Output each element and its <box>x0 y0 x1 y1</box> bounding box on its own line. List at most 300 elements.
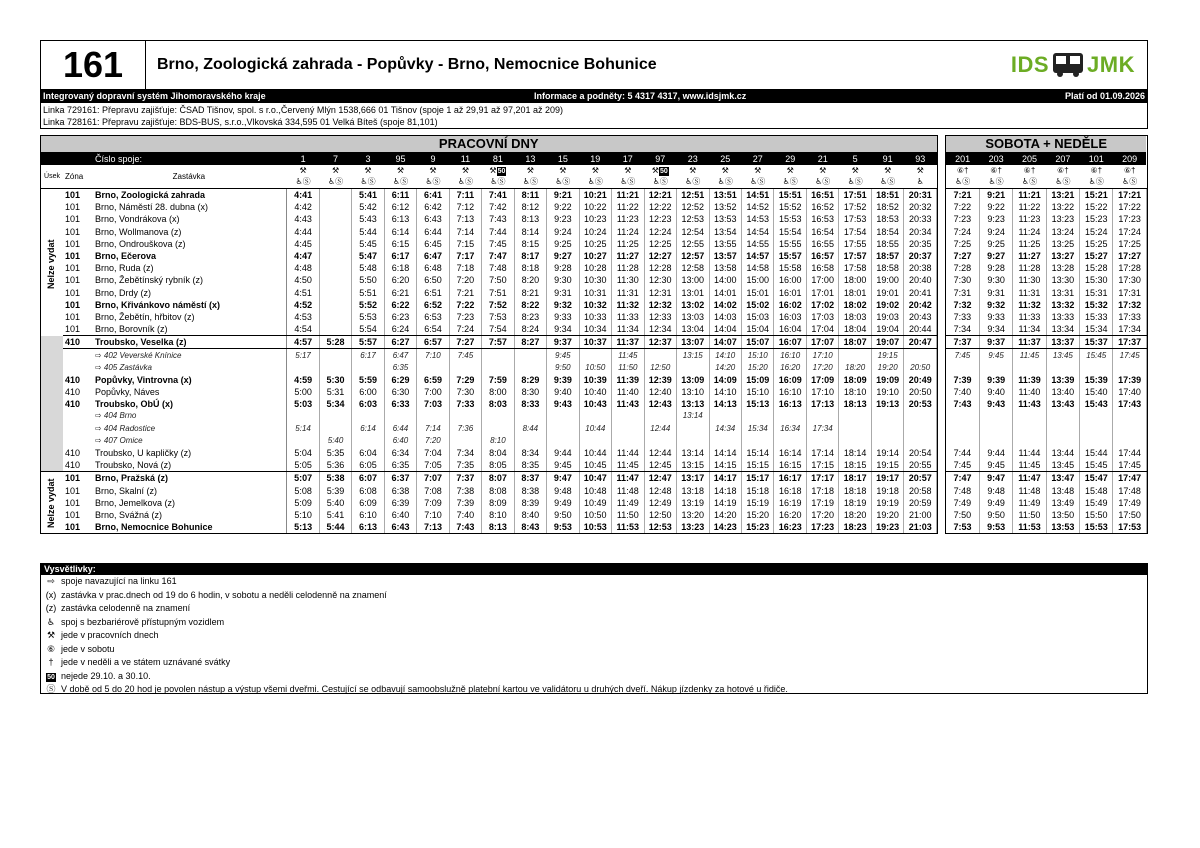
legend-title: Vysvětlivky: <box>41 564 1147 575</box>
accessibility-symbol: ♿Ⓢ <box>1046 176 1079 189</box>
departure-time: 7:23 <box>449 311 481 323</box>
legend-item <box>41 575 1147 589</box>
departure-time: 18:20 <box>839 509 871 521</box>
departure-time: 9:53 <box>979 521 1012 533</box>
departure-time <box>1046 410 1079 422</box>
departure-time: 11:23 <box>1013 213 1046 225</box>
departure-time <box>287 410 319 422</box>
departure-time: 5:53 <box>352 311 384 323</box>
departure-time: 18:03 <box>839 311 871 323</box>
departure-time <box>319 349 351 362</box>
departure-time: 6:11 <box>384 189 416 202</box>
departure-time: 5:04 <box>287 447 319 459</box>
stop-name: ⇨ 404 Brno <box>94 411 137 421</box>
weekend-block <box>945 135 1148 534</box>
departure-time <box>904 423 937 435</box>
departure-time <box>1113 423 1146 435</box>
departure-time: 14:23 <box>709 521 741 533</box>
accessibility-symbol: ♿Ⓢ <box>1113 176 1146 189</box>
departure-time: 7:25 <box>946 238 979 250</box>
trip-number: 5 <box>839 153 871 166</box>
zone: 101 <box>64 275 81 286</box>
departure-time: 12:27 <box>644 250 676 262</box>
accessibility-symbol: ♿Ⓢ <box>547 176 579 189</box>
departure-time: 15:50 <box>1080 509 1113 521</box>
departure-time: 10:47 <box>579 472 611 485</box>
departure-time: 20:53 <box>904 398 937 410</box>
departure-time: 9:28 <box>547 262 579 274</box>
departure-time: 9:43 <box>547 398 579 410</box>
departure-time: 17:31 <box>1113 287 1146 299</box>
departure-time: 18:52 <box>871 201 903 213</box>
departure-time: 13:14 <box>677 410 709 422</box>
legend-text: zastávka v prac.dnech od 19 do 6 hodin, v sobotu a neděli celodenně na znamení <box>61 589 387 600</box>
departure-time: 5:44 <box>319 521 351 533</box>
departure-time: 12:53 <box>677 213 709 225</box>
weekend-symbol: ⑥† <box>1123 166 1136 175</box>
connection-row <box>946 362 1146 374</box>
departure-time: 17:19 <box>806 497 838 509</box>
departure-time <box>482 362 514 374</box>
departure-time: 11:48 <box>1013 485 1046 497</box>
departure-time <box>979 410 1012 422</box>
departure-time: 17:34 <box>1113 323 1146 336</box>
trip-number: 81 <box>482 153 514 166</box>
departure-time: 10:50 <box>579 509 611 521</box>
departure-time: 8:00 <box>482 386 514 398</box>
departure-time: 4:50 <box>287 274 319 286</box>
departure-time: 9:34 <box>979 323 1012 336</box>
departure-time: 7:50 <box>482 274 514 286</box>
zone <box>63 410 91 422</box>
departure-time: 7:53 <box>946 521 979 533</box>
accessibility-symbol: ♿Ⓢ <box>514 176 546 189</box>
trip-number: 25 <box>709 153 741 166</box>
departure-time: 13:24 <box>1046 226 1079 238</box>
departure-time: 17:51 <box>839 189 871 202</box>
stop-row <box>946 485 1146 497</box>
weekday-symbol: ⚒ <box>559 166 567 175</box>
departure-time: 11:32 <box>1013 299 1046 311</box>
departure-time: 5:40 <box>319 435 351 447</box>
zone: 101 <box>64 497 81 508</box>
departure-time: 5:00 <box>287 386 319 398</box>
stop-row <box>946 472 1146 485</box>
legend-symbol: ⇨ <box>47 576 55 586</box>
stop-name: Brno, Křivánkovo náměstí (x) <box>94 299 220 310</box>
departure-time <box>612 435 644 447</box>
departure-time: 17:45 <box>1113 459 1146 472</box>
departure-time <box>579 410 611 422</box>
departure-time: 12:34 <box>644 323 676 336</box>
departure-time: 6:53 <box>417 311 449 323</box>
departure-time: 16:18 <box>774 485 806 497</box>
departure-time: 7:15 <box>449 238 481 250</box>
departure-time: 19:23 <box>871 521 903 533</box>
weekday-symbol: ⚒ <box>624 166 632 175</box>
departure-time: 6:47 <box>384 349 416 362</box>
departure-time: 7:08 <box>417 485 449 497</box>
departure-time <box>774 410 806 422</box>
zone: 101 <box>64 226 81 237</box>
departure-time: 13:32 <box>1046 299 1079 311</box>
departure-time: 11:37 <box>612 336 644 349</box>
departure-time: 12:49 <box>644 497 676 509</box>
departure-time <box>946 423 979 435</box>
departure-time <box>644 435 676 447</box>
departure-time: 10:23 <box>579 213 611 225</box>
departure-time: 11:39 <box>1013 374 1046 386</box>
departure-time: 7:24 <box>946 226 979 238</box>
departure-time: 8:09 <box>482 497 514 509</box>
departure-time: 8:18 <box>514 262 546 274</box>
zone: 101 <box>64 473 81 484</box>
departure-time <box>1013 362 1046 374</box>
departure-time <box>514 435 546 447</box>
departure-time: 17:34 <box>806 423 838 435</box>
departure-time: 10:44 <box>579 447 611 459</box>
departure-time: 15:27 <box>1080 250 1113 262</box>
zone: 410 <box>63 459 91 472</box>
connection-row <box>41 362 937 374</box>
departure-time: 14:15 <box>709 459 741 472</box>
departure-time: 15:53 <box>774 213 806 225</box>
departure-time: 15:55 <box>774 238 806 250</box>
departure-time <box>806 435 838 447</box>
weekend-symbol: ⑥† <box>1090 166 1103 175</box>
departure-time: 7:31 <box>946 287 979 299</box>
weekday-symbol: ⚒50 <box>489 166 506 175</box>
departure-time: 5:17 <box>287 349 319 362</box>
stop-row <box>41 485 937 497</box>
departure-time: 7:38 <box>449 485 481 497</box>
departure-time: 6:04 <box>352 447 384 459</box>
accessibility-symbol: ♿Ⓢ <box>384 176 416 189</box>
departure-time: 11:39 <box>612 374 644 386</box>
stop-row <box>41 189 937 202</box>
departure-time: 10:32 <box>579 299 611 311</box>
blank <box>41 153 91 166</box>
departure-time: 17:20 <box>806 362 838 374</box>
departure-time: 13:13 <box>677 398 709 410</box>
departure-time: 7:36 <box>449 423 481 435</box>
departure-time: 18:07 <box>839 336 871 349</box>
legend <box>40 563 1148 694</box>
trip-number: 1 <box>287 153 319 166</box>
departure-time: 17:15 <box>806 459 838 472</box>
trip-number-label: Číslo spoje: <box>91 153 287 166</box>
departure-time: 6:35 <box>384 362 416 374</box>
stop-name: Brno, Vondrákova (x) <box>94 214 180 225</box>
departure-time: 18:20 <box>839 362 871 374</box>
departure-time: 17:54 <box>839 226 871 238</box>
weekday-table <box>41 136 937 533</box>
departure-time <box>287 435 319 447</box>
departure-time: 11:50 <box>612 362 644 374</box>
departure-time: 17:30 <box>1113 274 1146 286</box>
departure-time: 13:17 <box>677 472 709 485</box>
departure-time: 16:09 <box>774 374 806 386</box>
departure-time <box>547 435 579 447</box>
departure-time: 14:34 <box>709 423 741 435</box>
weekday-symbol: ⚒ <box>396 166 405 175</box>
departure-time: 18:18 <box>839 485 871 497</box>
trip-number: 93 <box>904 153 937 166</box>
departure-time: 9:34 <box>547 323 579 336</box>
departure-time <box>319 323 351 336</box>
departure-time: 11:48 <box>612 485 644 497</box>
legend-item <box>41 683 1147 697</box>
carriers <box>40 103 1148 129</box>
departure-time: 6:42 <box>417 201 449 213</box>
departure-time: 12:51 <box>677 189 709 202</box>
route-title: Brno, Zoologická zahrada - Popůvky - Brno, Nemocnice Bohunice <box>157 56 657 73</box>
zone: 101 <box>64 509 81 520</box>
departure-time: 13:53 <box>709 213 741 225</box>
departure-time: 13:52 <box>709 201 741 213</box>
departure-time: 17:50 <box>1113 509 1146 521</box>
side-grey <box>41 336 63 472</box>
zone <box>63 349 91 362</box>
weekday-symbol: ⚒ <box>299 166 307 175</box>
departure-time: 15:23 <box>741 521 773 533</box>
departure-time: 17:07 <box>806 336 838 349</box>
departure-time: 5:28 <box>319 336 351 349</box>
departure-time: 10:50 <box>579 362 611 374</box>
departure-time: 7:45 <box>482 238 514 250</box>
departure-time: 9:31 <box>979 287 1012 299</box>
departure-time: 13:43 <box>1046 398 1079 410</box>
departure-time: 15:52 <box>774 201 806 213</box>
departure-time: 14:14 <box>709 447 741 459</box>
departure-time: 15:22 <box>1080 201 1113 213</box>
departure-time: 6:45 <box>417 238 449 250</box>
departure-time: 6:18 <box>384 262 416 274</box>
departure-time: 14:10 <box>709 386 741 398</box>
departure-time: 12:22 <box>644 201 676 213</box>
departure-time: 16:02 <box>774 299 806 311</box>
departure-time: 7:30 <box>946 274 979 286</box>
departure-time: 10:39 <box>579 374 611 386</box>
departure-time: 14:54 <box>741 226 773 238</box>
departure-time: 13:21 <box>1046 189 1079 202</box>
departure-time: 17:27 <box>1113 250 1146 262</box>
departure-time: 9:25 <box>979 238 1012 250</box>
departure-time: 9:23 <box>979 213 1012 225</box>
departure-time: 6:40 <box>384 509 416 521</box>
weekend-table <box>946 136 1147 533</box>
departure-time: 5:59 <box>352 374 384 386</box>
departure-time: 20:40 <box>904 274 937 286</box>
departure-time: 11:24 <box>612 226 644 238</box>
nelze-vydat-label: Nelze vydat <box>46 478 56 529</box>
departure-time: 12:24 <box>644 226 676 238</box>
trip-number: 207 <box>1046 153 1079 166</box>
stop-name: Brno, Skalní (z) <box>94 485 157 496</box>
departure-time: 19:14 <box>871 447 903 459</box>
stop-name: Troubsko, Nová (z) <box>91 459 287 472</box>
departure-time: 9:24 <box>979 226 1012 238</box>
departure-time <box>979 423 1012 435</box>
departure-time: 8:13 <box>514 213 546 225</box>
departure-time <box>1113 435 1146 447</box>
trip-number: 17 <box>612 153 644 166</box>
departure-time <box>1046 423 1079 435</box>
stop-row <box>946 459 1146 472</box>
departure-time: 17:44 <box>1113 447 1146 459</box>
stop-row <box>41 262 937 274</box>
departure-time: 18:04 <box>839 323 871 336</box>
departure-time: 7:29 <box>449 374 481 386</box>
departure-time: 19:00 <box>871 274 903 286</box>
departure-time: 15:18 <box>741 485 773 497</box>
departure-time: 13:14 <box>677 447 709 459</box>
departure-time: 11:49 <box>612 497 644 509</box>
departure-time: 15:14 <box>741 447 773 459</box>
departure-time: 14:18 <box>709 485 741 497</box>
departure-time: 17:37 <box>1113 336 1146 349</box>
departure-time: 18:17 <box>839 472 871 485</box>
departure-time <box>319 410 351 422</box>
departure-time: 4:53 <box>287 311 319 323</box>
departure-time: 14:07 <box>709 336 741 349</box>
departure-time: 15:43 <box>1080 398 1113 410</box>
departure-time: 16:01 <box>774 287 806 299</box>
departure-time: 15:48 <box>1080 485 1113 497</box>
departure-time <box>482 423 514 435</box>
departure-time: 14:00 <box>709 274 741 286</box>
departure-time: 13:01 <box>677 287 709 299</box>
departure-time: 7:32 <box>946 299 979 311</box>
departure-time: 7:23 <box>946 213 979 225</box>
departure-time: 12:37 <box>644 336 676 349</box>
departure-time: 13:44 <box>1046 447 1079 459</box>
departure-time: 5:48 <box>352 262 384 274</box>
departure-time <box>319 287 351 299</box>
departure-time: 12:44 <box>644 447 676 459</box>
departure-time: 11:47 <box>612 472 644 485</box>
departure-time: 19:15 <box>871 349 903 362</box>
departure-time: 17:23 <box>806 521 838 533</box>
departure-time: 10:40 <box>579 386 611 398</box>
departure-time: 5:34 <box>319 398 351 410</box>
departure-time: 11:21 <box>612 189 644 202</box>
departure-time: 16:10 <box>774 349 806 362</box>
departure-time: 9:45 <box>547 459 579 472</box>
trip-number: 201 <box>946 153 979 166</box>
departure-time: 6:10 <box>352 509 384 521</box>
departure-time: 17:02 <box>806 299 838 311</box>
departure-time: 15:25 <box>1080 238 1113 250</box>
departure-time: 5:03 <box>287 398 319 410</box>
departure-time: 17:18 <box>806 485 838 497</box>
departure-time <box>319 238 351 250</box>
departure-time <box>644 349 676 362</box>
trip-number: 19 <box>579 153 611 166</box>
departure-time: 11:31 <box>1013 287 1046 299</box>
departure-time: 8:11 <box>514 189 546 202</box>
departure-time: 7:51 <box>482 287 514 299</box>
departure-time: 15:40 <box>1080 386 1113 398</box>
weekday-symbol: ⚒ <box>526 166 534 175</box>
zone: 410 <box>64 374 81 385</box>
departure-time: 11:22 <box>1013 201 1046 213</box>
connection-row <box>946 423 1146 435</box>
departure-time: 7:52 <box>482 299 514 311</box>
info-bar <box>40 90 1148 103</box>
departure-time: 8:30 <box>514 386 546 398</box>
stop-row <box>41 472 937 485</box>
departure-time: 12:55 <box>677 238 709 250</box>
departure-time: 7:03 <box>417 398 449 410</box>
stop-name: ⇨ 402 Veverské Knínice <box>94 350 182 360</box>
departure-time: 16:54 <box>806 226 838 238</box>
departure-time: 17:53 <box>1113 521 1146 533</box>
departure-time: 12:31 <box>644 287 676 299</box>
departure-time: 6:50 <box>417 274 449 286</box>
departure-time: 7:35 <box>449 459 481 472</box>
departure-time: 19:07 <box>871 336 903 349</box>
departure-time: 17:47 <box>1113 472 1146 485</box>
departure-time: 15:09 <box>741 374 773 386</box>
departure-time: 13:22 <box>1046 201 1079 213</box>
departure-time: 7:48 <box>946 485 979 497</box>
departure-time: 15:51 <box>774 189 806 202</box>
nelze-vydat-side <box>41 189 63 336</box>
departure-time <box>319 362 351 374</box>
ids-jmk-logo <box>1011 51 1135 79</box>
weekday-symbol: ⚒50 <box>651 166 668 175</box>
legend-item <box>41 629 1147 643</box>
departure-time: 15:30 <box>1080 274 1113 286</box>
departure-time: 12:32 <box>644 299 676 311</box>
departure-time: 12:33 <box>644 311 676 323</box>
departure-time: 13:33 <box>1046 311 1079 323</box>
departure-time: 9:44 <box>979 447 1012 459</box>
departure-time: 18:00 <box>839 274 871 286</box>
departure-time: 13:00 <box>677 274 709 286</box>
legend-text: jede v neděli a ve státem uznávané svátky <box>61 657 231 667</box>
departure-time: 16:57 <box>806 250 838 262</box>
departure-time <box>449 410 481 422</box>
departure-time: 12:25 <box>644 238 676 250</box>
departure-time: 8:29 <box>514 374 546 386</box>
departure-time: 9:43 <box>979 398 1012 410</box>
departure-time: 20:59 <box>904 497 937 509</box>
departure-time: 6:38 <box>384 485 416 497</box>
departure-time: 5:07 <box>287 472 319 485</box>
accessibility-symbol: ♿ <box>904 176 937 189</box>
departure-time: 5:30 <box>319 374 351 386</box>
departure-time: 6:23 <box>384 311 416 323</box>
departure-time: 21:03 <box>904 521 937 533</box>
departure-time: 15:00 <box>741 274 773 286</box>
weekday-symbol: ⚒ <box>429 166 437 175</box>
departure-time: 15:10 <box>741 349 773 362</box>
stop-name: Brno, Náměstí 28. dubna (x) <box>94 202 209 213</box>
departure-time: 17:09 <box>806 374 838 386</box>
departure-time: 6:44 <box>384 423 416 435</box>
departure-time: 6:20 <box>384 274 416 286</box>
departure-time: 17:13 <box>806 398 838 410</box>
departure-time: 9:47 <box>547 472 579 485</box>
departure-time: 16:51 <box>806 189 838 202</box>
accessibility-symbol: ♿Ⓢ <box>741 176 773 189</box>
zone: 101 <box>64 214 81 225</box>
nelze-vydat-side <box>41 472 63 533</box>
departure-time: 7:41 <box>482 189 514 202</box>
zone: 101 <box>64 251 81 262</box>
